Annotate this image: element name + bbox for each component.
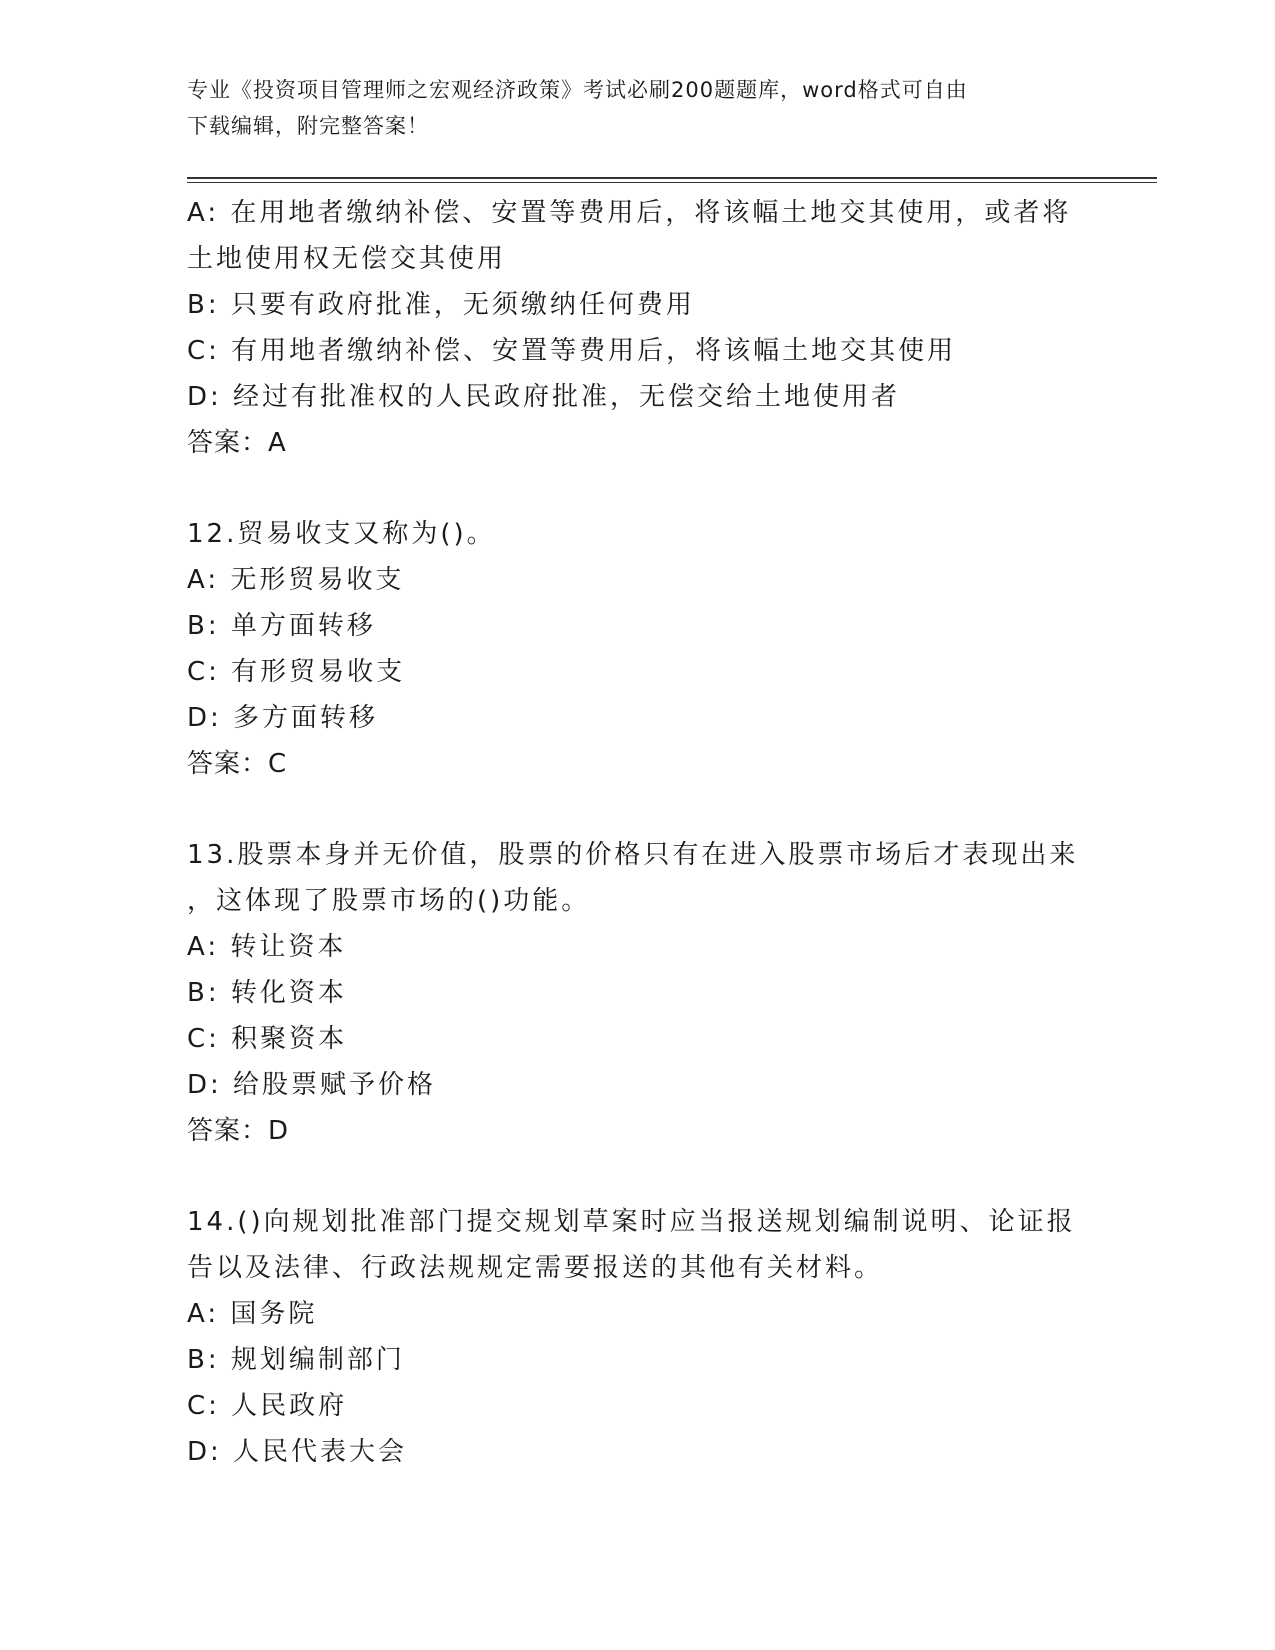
answer: 答案：D <box>187 1116 290 1146</box>
header-divider-thin <box>187 182 1157 183</box>
option-c: C: 有形贸易收支 <box>187 657 406 687</box>
spacer <box>187 466 1087 511</box>
question-text-line-2: 告以及法律、行政法规规定需要报送的其他有关材料。 <box>187 1253 884 1283</box>
option-b: B: 转化资本 <box>187 978 347 1008</box>
header-line-2: 下载编辑，附完整答案！ <box>187 114 429 138</box>
option-a: A: 国务院 <box>187 1299 318 1329</box>
document-header <box>187 72 1087 144</box>
option-a: A: 转让资本 <box>187 932 347 962</box>
question-11 <box>187 190 1087 466</box>
option-b: B: 只要有政府批准，无须缴纳任何费用 <box>187 290 695 320</box>
question-text-line-2: ，这体现了股票市场的()功能。 <box>187 886 591 916</box>
option-d: D: 经过有批准权的人民政府批准，无偿交给土地使用者 <box>187 382 901 412</box>
header-divider-thick <box>187 177 1157 179</box>
question-text-line-1: 14.()向规划批准部门提交规划草案时应当报送规划编制说明、论证报 <box>187 1207 1076 1237</box>
option-d: D: 给股票赋予价格 <box>187 1070 437 1100</box>
option-c: C: 有用地者缴纳补偿、安置等费用后，将该幅土地交其使用 <box>187 336 957 366</box>
spacer <box>187 787 1087 832</box>
option-a-line-1: A: 在用地者缴纳补偿、安置等费用后，将该幅土地交其使用，或者将 <box>187 198 1072 228</box>
answer: 答案：A <box>187 428 287 458</box>
option-d: D: 多方面转移 <box>187 703 379 733</box>
option-b: B: 单方面转移 <box>187 611 376 641</box>
option-d: D: 人民代表大会 <box>187 1437 408 1467</box>
option-a-line-2: 土地使用权无偿交其使用 <box>187 244 507 274</box>
option-a: A: 无形贸易收支 <box>187 565 405 595</box>
option-b: B: 规划编制部门 <box>187 1345 405 1375</box>
option-c: C: 积聚资本 <box>187 1024 348 1054</box>
question-text: 12.贸易收支又称为()。 <box>187 519 496 549</box>
option-c: C: 人民政府 <box>187 1391 348 1421</box>
question-14 <box>187 1199 1087 1475</box>
answer: 答案：C <box>187 749 288 779</box>
question-12 <box>187 511 1087 787</box>
spacer <box>187 1154 1087 1199</box>
question-content <box>187 190 1087 1475</box>
header-line-1: 专业《投资项目管理师之宏观经济政策》考试必刷200题题库，word格式可自由 <box>187 78 968 102</box>
question-text-line-1: 13.股票本身并无价值，股票的价格只有在进入股票市场后才表现出来 <box>187 840 1079 870</box>
question-13 <box>187 832 1087 1154</box>
